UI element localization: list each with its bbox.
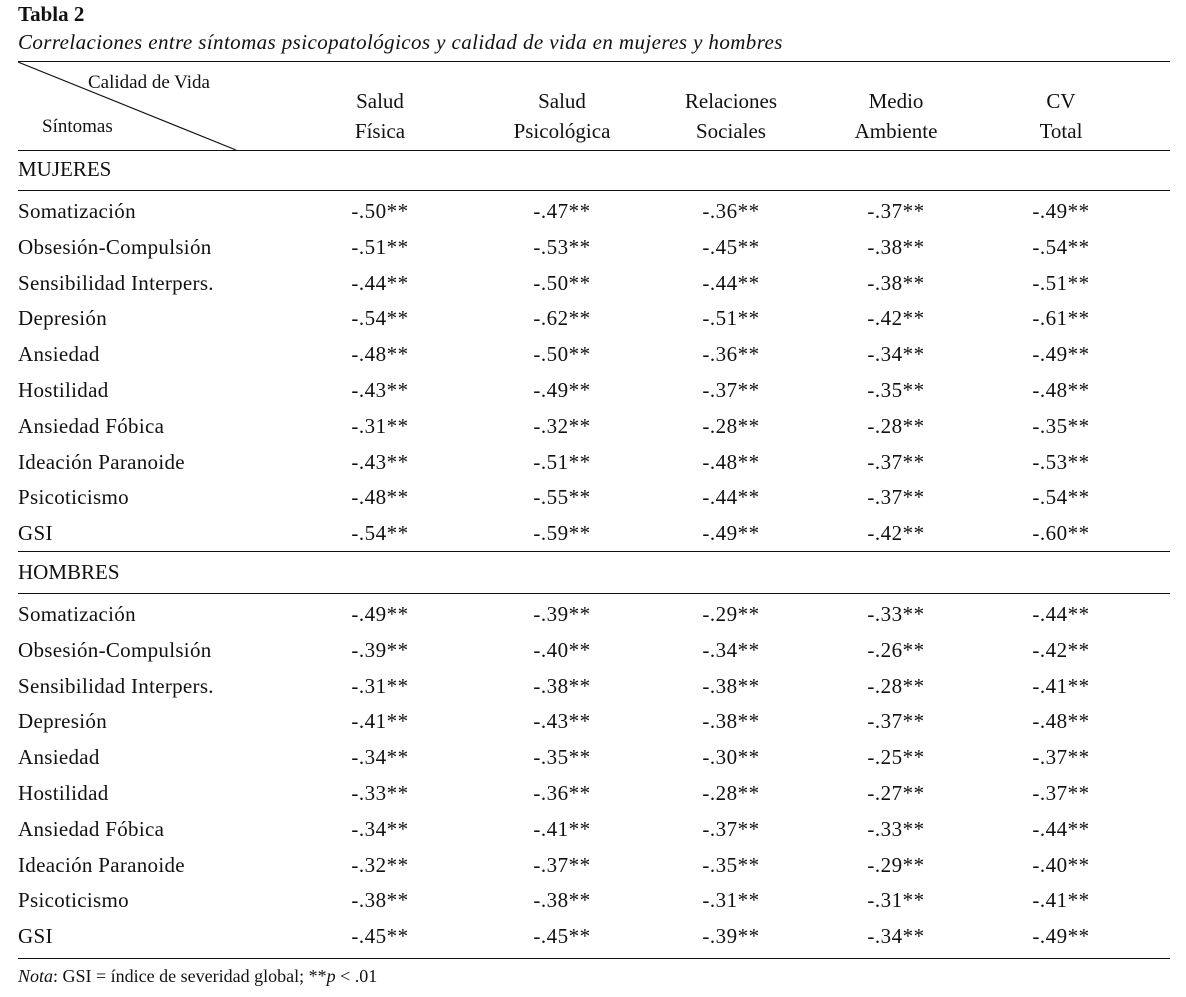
table-cell: -.31** xyxy=(702,888,760,913)
table-cell: -.25** xyxy=(867,745,925,770)
table-cell: -.48** xyxy=(1032,378,1090,402)
row-label: Depresión xyxy=(18,306,108,331)
table-cell: -.37** xyxy=(867,709,925,734)
table-row xyxy=(18,888,1170,922)
bottom-rule xyxy=(18,958,1170,959)
table-row xyxy=(18,199,1170,233)
table-cell: -.35** xyxy=(867,378,925,402)
col-header-relaciones-sociales: Relaciones Sociales xyxy=(684,89,778,143)
row-label: GSI xyxy=(18,521,53,546)
note-text-a: : GSI = índice de severidad global; ** xyxy=(53,966,327,986)
table-cell: -.50** xyxy=(533,270,591,295)
table-cell: -.54** xyxy=(351,306,409,331)
table-row xyxy=(18,450,1170,484)
row-label: Ansiedad Fóbica xyxy=(18,413,165,438)
table-cell: -.37** xyxy=(1032,745,1090,770)
table-cell: -.35** xyxy=(533,745,591,770)
table-cell: -.44** xyxy=(1032,602,1090,626)
section-header: MUJERES xyxy=(18,157,112,181)
table-row xyxy=(18,602,1170,636)
table-cell: -.42** xyxy=(867,521,925,546)
table-cell: -.41** xyxy=(351,709,409,734)
table-cell: -.40** xyxy=(1032,852,1090,877)
table-cell: -.35** xyxy=(702,852,760,877)
table-row xyxy=(18,342,1170,376)
table-cell: -.44** xyxy=(351,270,409,295)
table-cell: -.38** xyxy=(702,673,760,698)
table-row xyxy=(18,235,1170,269)
table-label: Tabla 2 xyxy=(18,2,85,26)
table-cell: -.31** xyxy=(351,413,409,438)
table-cell: -.44** xyxy=(1032,816,1090,841)
row-label: Obsesión-Compulsión xyxy=(18,234,212,259)
table-cell: -.37** xyxy=(533,852,591,877)
table-cell: -.38** xyxy=(533,673,591,698)
row-label: Ideación Paranoide xyxy=(18,852,185,877)
table-cell: -.28** xyxy=(702,781,760,805)
table-cell: -.54** xyxy=(1032,234,1090,259)
table-cell: -.62** xyxy=(533,306,591,331)
table-cell: -.54** xyxy=(351,521,409,546)
section-end-rule xyxy=(18,551,1170,552)
table-cell: -.51** xyxy=(702,306,760,331)
table-cell: -.37** xyxy=(867,449,925,474)
row-label: GSI xyxy=(18,924,53,949)
table-cell: -.37** xyxy=(702,816,760,841)
header-rule xyxy=(18,150,1170,151)
table-row xyxy=(18,853,1170,887)
note-nota-word: Nota xyxy=(18,966,54,986)
table-row xyxy=(18,781,1170,815)
table-cell: -.38** xyxy=(533,888,591,913)
table-cell: -.32** xyxy=(533,413,591,438)
row-label: Psicoticismo xyxy=(18,485,129,510)
table-cell: -.49** xyxy=(1032,199,1090,223)
row-label: Sensibilidad Interpers. xyxy=(18,270,214,295)
table-cell: -.39** xyxy=(533,602,591,626)
row-label: Ansiedad xyxy=(18,745,100,770)
table-cell: -.36** xyxy=(533,781,591,805)
table-cell: -.49** xyxy=(702,521,760,546)
row-label: Somatización xyxy=(18,199,136,223)
table-cell: -.34** xyxy=(351,816,409,841)
table-cell: -.34** xyxy=(351,745,409,770)
table-cell: -.41** xyxy=(1032,673,1090,698)
table-cell: -.37** xyxy=(867,199,925,223)
row-label: Ideación Paranoide xyxy=(18,449,185,474)
table-cell: -.42** xyxy=(1032,637,1090,662)
row-label: Somatización xyxy=(18,602,136,626)
table-row xyxy=(18,817,1170,851)
corner-label-sintomas: Síntomas xyxy=(42,116,113,137)
note-p-symbol: p xyxy=(326,966,336,986)
col-header-salud-fisica: Salud Física xyxy=(354,89,406,143)
table-row xyxy=(18,306,1170,340)
col-header-cv-total: CV Total xyxy=(1039,89,1083,143)
table-cell: -.50** xyxy=(351,199,409,223)
table-cell: -.41** xyxy=(533,816,591,841)
col-header-medio-ambiente: Medio Ambiente xyxy=(854,89,938,143)
table-cell: -.45** xyxy=(533,924,591,949)
row-label: Sensibilidad Interpers. xyxy=(18,673,214,698)
section-header: HOMBRES xyxy=(18,560,120,584)
table-cell: -.38** xyxy=(867,234,925,259)
table-cell: -.34** xyxy=(702,637,760,662)
note-text-b: < .01 xyxy=(335,966,378,986)
table-cell: -.45** xyxy=(702,234,760,259)
row-label: Depresión xyxy=(18,709,108,734)
table-row xyxy=(18,414,1170,448)
table-cell: -.34** xyxy=(867,924,925,949)
table-cell: -.39** xyxy=(351,637,409,662)
table-cell: -.27** xyxy=(867,781,925,805)
table-cell: -.31** xyxy=(867,888,925,913)
row-label: Ansiedad xyxy=(18,342,100,367)
table-cell: -.38** xyxy=(867,270,925,295)
table-cell: -.44** xyxy=(702,270,760,295)
table-cell: -.55** xyxy=(533,485,591,510)
table-cell: -.38** xyxy=(702,709,760,734)
table-cell: -.33** xyxy=(867,816,925,841)
row-label: Ansiedad Fóbica xyxy=(18,816,165,841)
table-cell: -.48** xyxy=(1032,709,1090,734)
table-cell: -.29** xyxy=(867,852,925,877)
table-row xyxy=(18,638,1170,672)
table-cell: -.60** xyxy=(1032,521,1090,546)
table-row xyxy=(18,745,1170,779)
corner-label-calidad: Calidad de Vida xyxy=(88,72,210,93)
row-label: Psicoticismo xyxy=(18,888,129,913)
table-cell: -.51** xyxy=(351,234,409,259)
table-cell: -.31** xyxy=(351,673,409,698)
table-cell: -.33** xyxy=(867,602,925,626)
table-cell: -.51** xyxy=(533,449,591,474)
table-cell: -.36** xyxy=(702,342,760,367)
table-cell: -.41** xyxy=(1032,888,1090,913)
table-cell: -.43** xyxy=(351,378,409,402)
table-cell: -.61** xyxy=(1032,306,1090,331)
col-header-salud-psicologica: Salud Psicológica xyxy=(513,89,611,143)
table-cell: -.48** xyxy=(702,449,760,474)
table-row xyxy=(18,924,1170,958)
table-cell: -.36** xyxy=(702,199,760,223)
table-cell: -.28** xyxy=(702,413,760,438)
table-cell: -.34** xyxy=(867,342,925,367)
table-row xyxy=(18,674,1170,708)
table-cell: -.32** xyxy=(351,852,409,877)
section-rule xyxy=(18,593,1170,594)
table-cell: -.49** xyxy=(1032,924,1090,949)
table-cell: -.49** xyxy=(1032,342,1090,367)
table-cell: -.49** xyxy=(533,378,591,402)
table-cell: -.28** xyxy=(867,673,925,698)
table-row xyxy=(18,709,1170,743)
table-cell: -.37** xyxy=(867,485,925,510)
table-cell: -.43** xyxy=(351,449,409,474)
table-cell: -.37** xyxy=(702,378,760,402)
table-row xyxy=(18,271,1170,305)
table-note xyxy=(18,966,377,987)
table-cell: -.37** xyxy=(1032,781,1090,805)
table-cell: -.59** xyxy=(533,521,591,546)
table-cell: -.50** xyxy=(533,342,591,367)
table-cell: -.39** xyxy=(702,924,760,949)
table-cell: -.53** xyxy=(1032,449,1090,474)
table-cell: -.33** xyxy=(351,781,409,805)
table-cell: -.48** xyxy=(351,342,409,367)
table-caption: Correlaciones entre síntomas psicopatológicos y calidad de vida en mujeres y hombres xyxy=(18,30,783,54)
table-cell: -.26** xyxy=(867,637,925,662)
table-cell: -.42** xyxy=(867,306,925,331)
table-cell: -.54** xyxy=(1032,485,1090,510)
table-cell: -.45** xyxy=(351,924,409,949)
table-cell: -.44** xyxy=(702,485,760,510)
table-cell: -.29** xyxy=(702,602,760,626)
table-cell: -.48** xyxy=(351,485,409,510)
table-cell: -.51** xyxy=(1032,270,1090,295)
table-cell: -.35** xyxy=(1032,413,1090,438)
table-cell: -.47** xyxy=(533,199,591,223)
table-cell: -.30** xyxy=(702,745,760,770)
row-label: Obsesión-Compulsión xyxy=(18,637,212,662)
table-cell: -.28** xyxy=(867,413,925,438)
table-cell: -.40** xyxy=(533,637,591,662)
table-row xyxy=(18,485,1170,519)
row-label: Hostilidad xyxy=(18,378,109,402)
section-rule xyxy=(18,190,1170,191)
table-cell: -.53** xyxy=(533,234,591,259)
table-cell: -.43** xyxy=(533,709,591,734)
table-row xyxy=(18,378,1170,412)
table-cell: -.49** xyxy=(351,602,409,626)
table-cell: -.38** xyxy=(351,888,409,913)
row-label: Hostilidad xyxy=(18,781,109,805)
